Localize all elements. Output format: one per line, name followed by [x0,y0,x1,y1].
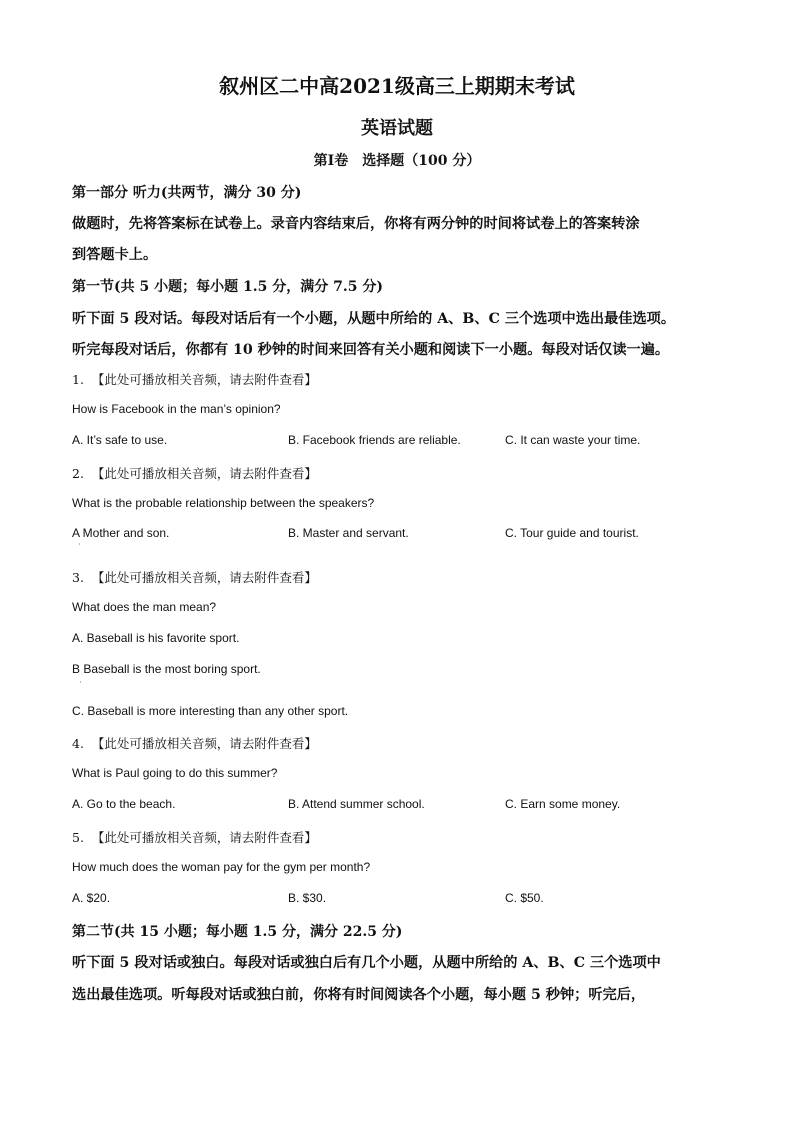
question-5-option-a[interactable]: A. $20. [72,891,111,905]
question-1-option-c[interactable]: C. It can waste your time. [505,433,641,447]
question-number: 1. [72,372,84,387]
question-5-option-b[interactable]: B. $30. [288,891,327,905]
section1-heading: 第一节(共 5 小题；每小题 1.5 分，满分 7.5 分) [72,279,383,295]
audio-placeholder[interactable]: 【此处可播放相关音频，请去附件查看】 [91,830,317,845]
question-3-option-a[interactable]: A. Baseball is his favorite sport. [72,631,240,645]
section2-instruction-line1: 听下面 5 段对话或独白。每段对话或独白后有几个小题，从题中所给的 A、B、C 三个选项中 [72,955,661,971]
part1-instruction-line1: 做题时，先将答案标在试卷上。录音内容结束后，你将有两分钟的时间将试卷上的答案转涂 [72,216,640,232]
question-5-option-c[interactable]: C. $50. [505,891,544,905]
question-number: 5. [72,830,84,845]
audio-placeholder[interactable]: 【此处可播放相关音频，请去附件查看】 [91,372,317,387]
question-2-audio-line [72,464,317,482]
question-2-option-c[interactable]: C. Tour guide and tourist. [505,526,639,540]
section2-heading: 第二节(共 15 小题；每小题 1.5 分，满分 22.5 分) [72,924,403,940]
exam-subtitle: 英语试题 [361,118,433,139]
question-1-option-b[interactable]: B. Facebook friends are reliable. [288,433,461,447]
question-3-stem: What does the man mean? [72,600,217,614]
question-4-option-b[interactable]: B. Attend summer school. [288,797,425,811]
section1-instruction-line2: 听完每段对话后，你都有 10 秒钟的时间来回答有关小题和阅读下一小题。每段对话仅读一遍。 [72,342,670,358]
question-3-option-b[interactable]: B Baseball is the most boring sport. [72,662,261,676]
question-1-option-a[interactable]: A. It’s safe to use. [72,433,168,447]
audio-placeholder[interactable]: 【此处可播放相关音频，请去附件查看】 [91,736,317,751]
volume-heading: 第Ⅰ卷 选择题（100 分） [313,153,481,169]
section1-instruction-line1: 听下面 5 段对话。每段对话后有一个小题，从题中所给的 A、B、C 三个选项中选出最佳选项。 [72,311,676,327]
question-4-option-c[interactable]: C. Earn some money. [505,797,621,811]
question-4-audio-line [72,734,317,752]
audio-placeholder[interactable]: 【此处可播放相关音频，请去附件查看】 [91,466,317,481]
question-1-audio-line [72,370,317,388]
question-2-option-b[interactable]: B. Master and servant. [288,526,409,540]
question-3-audio-line [72,568,317,586]
question-4-stem: What is Paul going to do this summer? [72,766,278,780]
question-3-option-c[interactable]: C. Baseball is more interesting than any other sport. [72,704,349,718]
exam-title: 叙州区二中高2021级高三上期期末考试 [219,74,575,98]
part1-instruction-line2: 到答题卡上。 [72,247,158,263]
audio-placeholder[interactable]: 【此处可播放相关音频，请去附件查看】 [91,570,317,585]
question-number: 4. [72,736,84,751]
question-5-audio-line [72,828,317,846]
stray-dot-mark: · [78,540,81,549]
question-number: 2. [72,466,84,481]
question-number: 3. [72,570,84,585]
question-1-stem: How is Facebook in the man’s opinion? [72,402,281,416]
question-5-stem: How much does the woman pay for the gym per month? [72,860,371,874]
stray-dot-mark: · [79,678,82,687]
question-4-option-a[interactable]: A. Go to the beach. [72,797,176,811]
section2-instruction-line2: 选出最佳选项。听每段对话或独白前，你将有时间阅读各个小题，每小题 5 秒钟；听完后， [72,987,646,1003]
question-2-stem: What is the probable relationship between the speakers? [72,496,375,510]
part1-heading: 第一部分 听力(共两节，满分 30 分) [72,185,302,201]
question-2-option-a[interactable]: A Mother and son. [72,526,170,540]
